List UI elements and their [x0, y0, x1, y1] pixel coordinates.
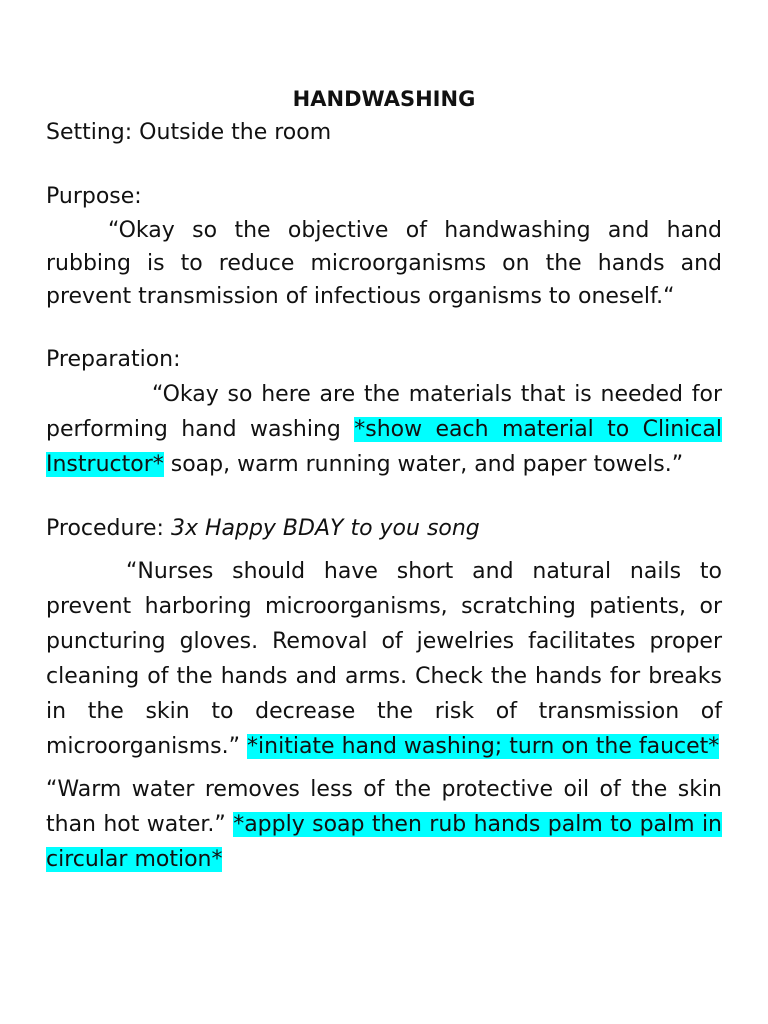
purpose-paragraph: “Okay so the objective of handwashing and hand rubbing is to reduce microorganisms on the hands and prevent transmission of infectious organisms to oneself.“ — [46, 218, 722, 309]
procedure-text-2: “Warm water removes less of the protective oil of the skin than hot water.” — [46, 777, 722, 837]
preparation-text-start: “Okay so here are the materials that is needed for performing hand washing — [46, 382, 722, 442]
spacer — [46, 764, 722, 772]
preparation-text-end: soap, warm running water, and paper towels.” — [163, 452, 684, 477]
spacer — [46, 482, 722, 512]
preparation-heading: Preparation: — [46, 347, 181, 372]
preparation-highlight: *show each material to Clinical Instructor* — [46, 417, 722, 477]
preparation-paragraph — [46, 377, 722, 482]
procedure-highlight-1: *initiate hand washing; turn on the faucet* — [247, 734, 720, 759]
document-title: HANDWASHING — [292, 87, 476, 111]
procedure-text-1: “Nurses should have short and natural nails to prevent harboring microorganisms, scratching patients, or puncturing gloves. Removal of jewelries facilitates proper cleaning of the hands and arms. Check the hands for breaks in the skin to decrease the risk of transmission of microorganisms.” — [46, 559, 722, 759]
spacer — [46, 150, 722, 180]
procedure-heading: Procedure: — [46, 516, 171, 541]
procedure-heading-line — [46, 512, 722, 546]
setting-line: Setting: Outside the room — [46, 120, 332, 145]
procedure-paragraph-1 — [46, 554, 722, 764]
procedure-note: 3x Happy BDAY to you song — [170, 516, 480, 541]
document-page — [46, 84, 722, 877]
procedure-highlight-2: *apply soap then rub hands palm to palm in circular motion* — [46, 812, 722, 872]
spacer — [46, 313, 722, 343]
procedure-paragraph-2 — [46, 772, 722, 877]
spacer — [46, 546, 722, 554]
purpose-heading: Purpose: — [46, 184, 142, 209]
